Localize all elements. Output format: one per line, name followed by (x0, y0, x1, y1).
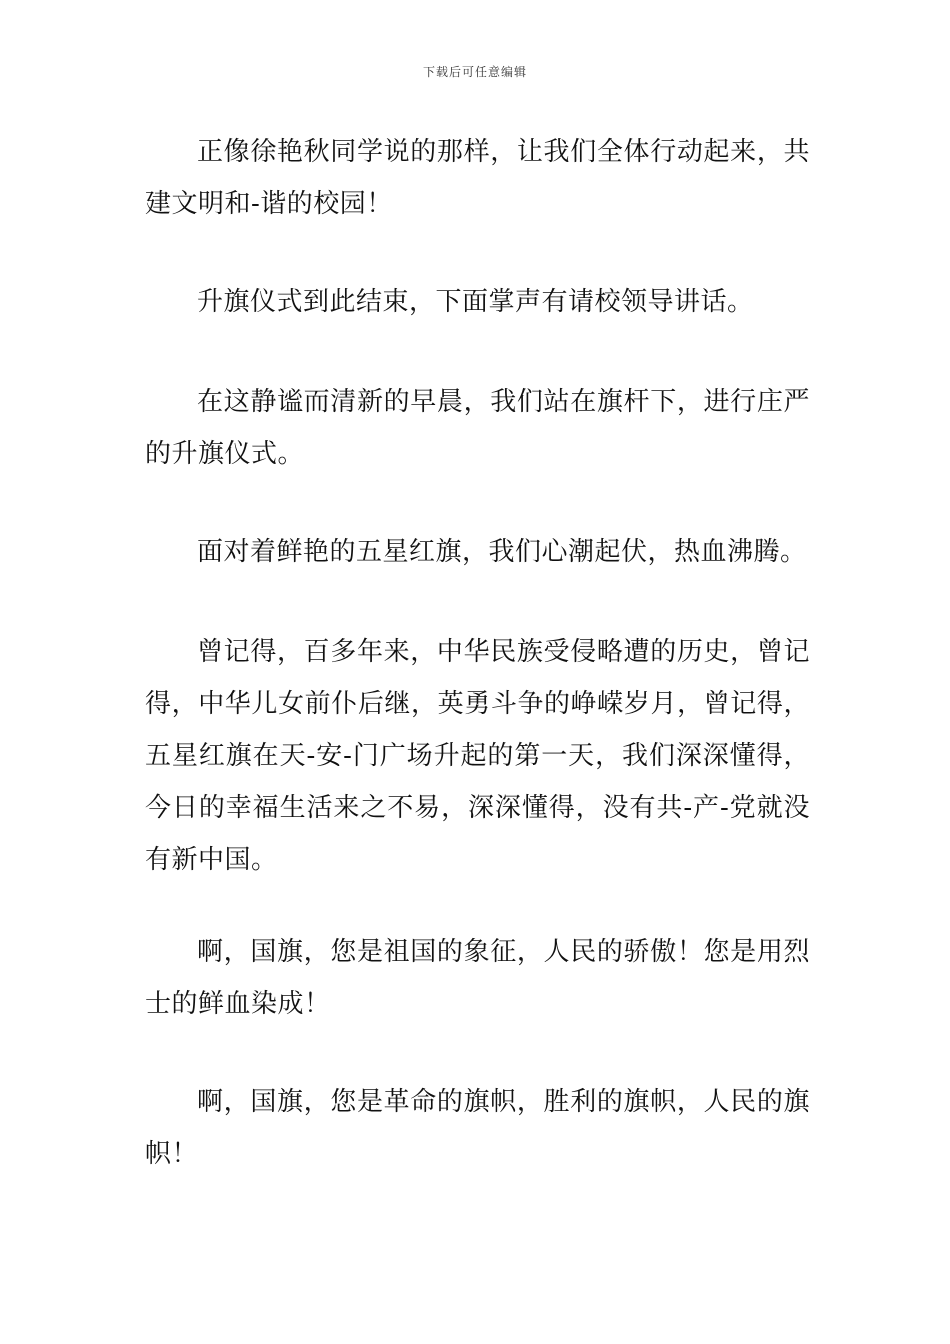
header-note: 下载后可任意编辑 (422, 65, 527, 79)
paragraph: 在这静谧而清新的早晨，我们站在旗杆下，进行庄严的升旗仪式。 (145, 387, 810, 469)
paragraph: 升旗仪式到此结束，下面掌声有请校领导讲话。 (197, 287, 754, 317)
paragraph: 啊，国旗，您是祖国的象征，人民的骄傲！您是用烈士的鲜血染成！ (145, 937, 810, 1019)
paragraph: 面对着鲜艳的五星红旗，我们心潮起伏，热血沸腾。 (197, 537, 807, 567)
paragraph: 啊，国旗，您是革命的旗帜，胜利的旗帜，人民的旗帜！ (145, 1087, 810, 1169)
paragraph: 正像徐艳秋同学说的那样，让我们全体行动起来，共建文明和-谐的校园！ (145, 137, 810, 219)
paragraph: 曾记得，百多年来，中华民族受侵略遭的历史，曾记得，中华儿女前仆后继，英勇斗争的峥嵘岁月，曾记得，五星红旗在天-安-门广场升起的第一天，我们深深懂得，今日的幸福生活来之不易，深深懂得，没有共-产-党就没有新中国。 (145, 637, 810, 875)
